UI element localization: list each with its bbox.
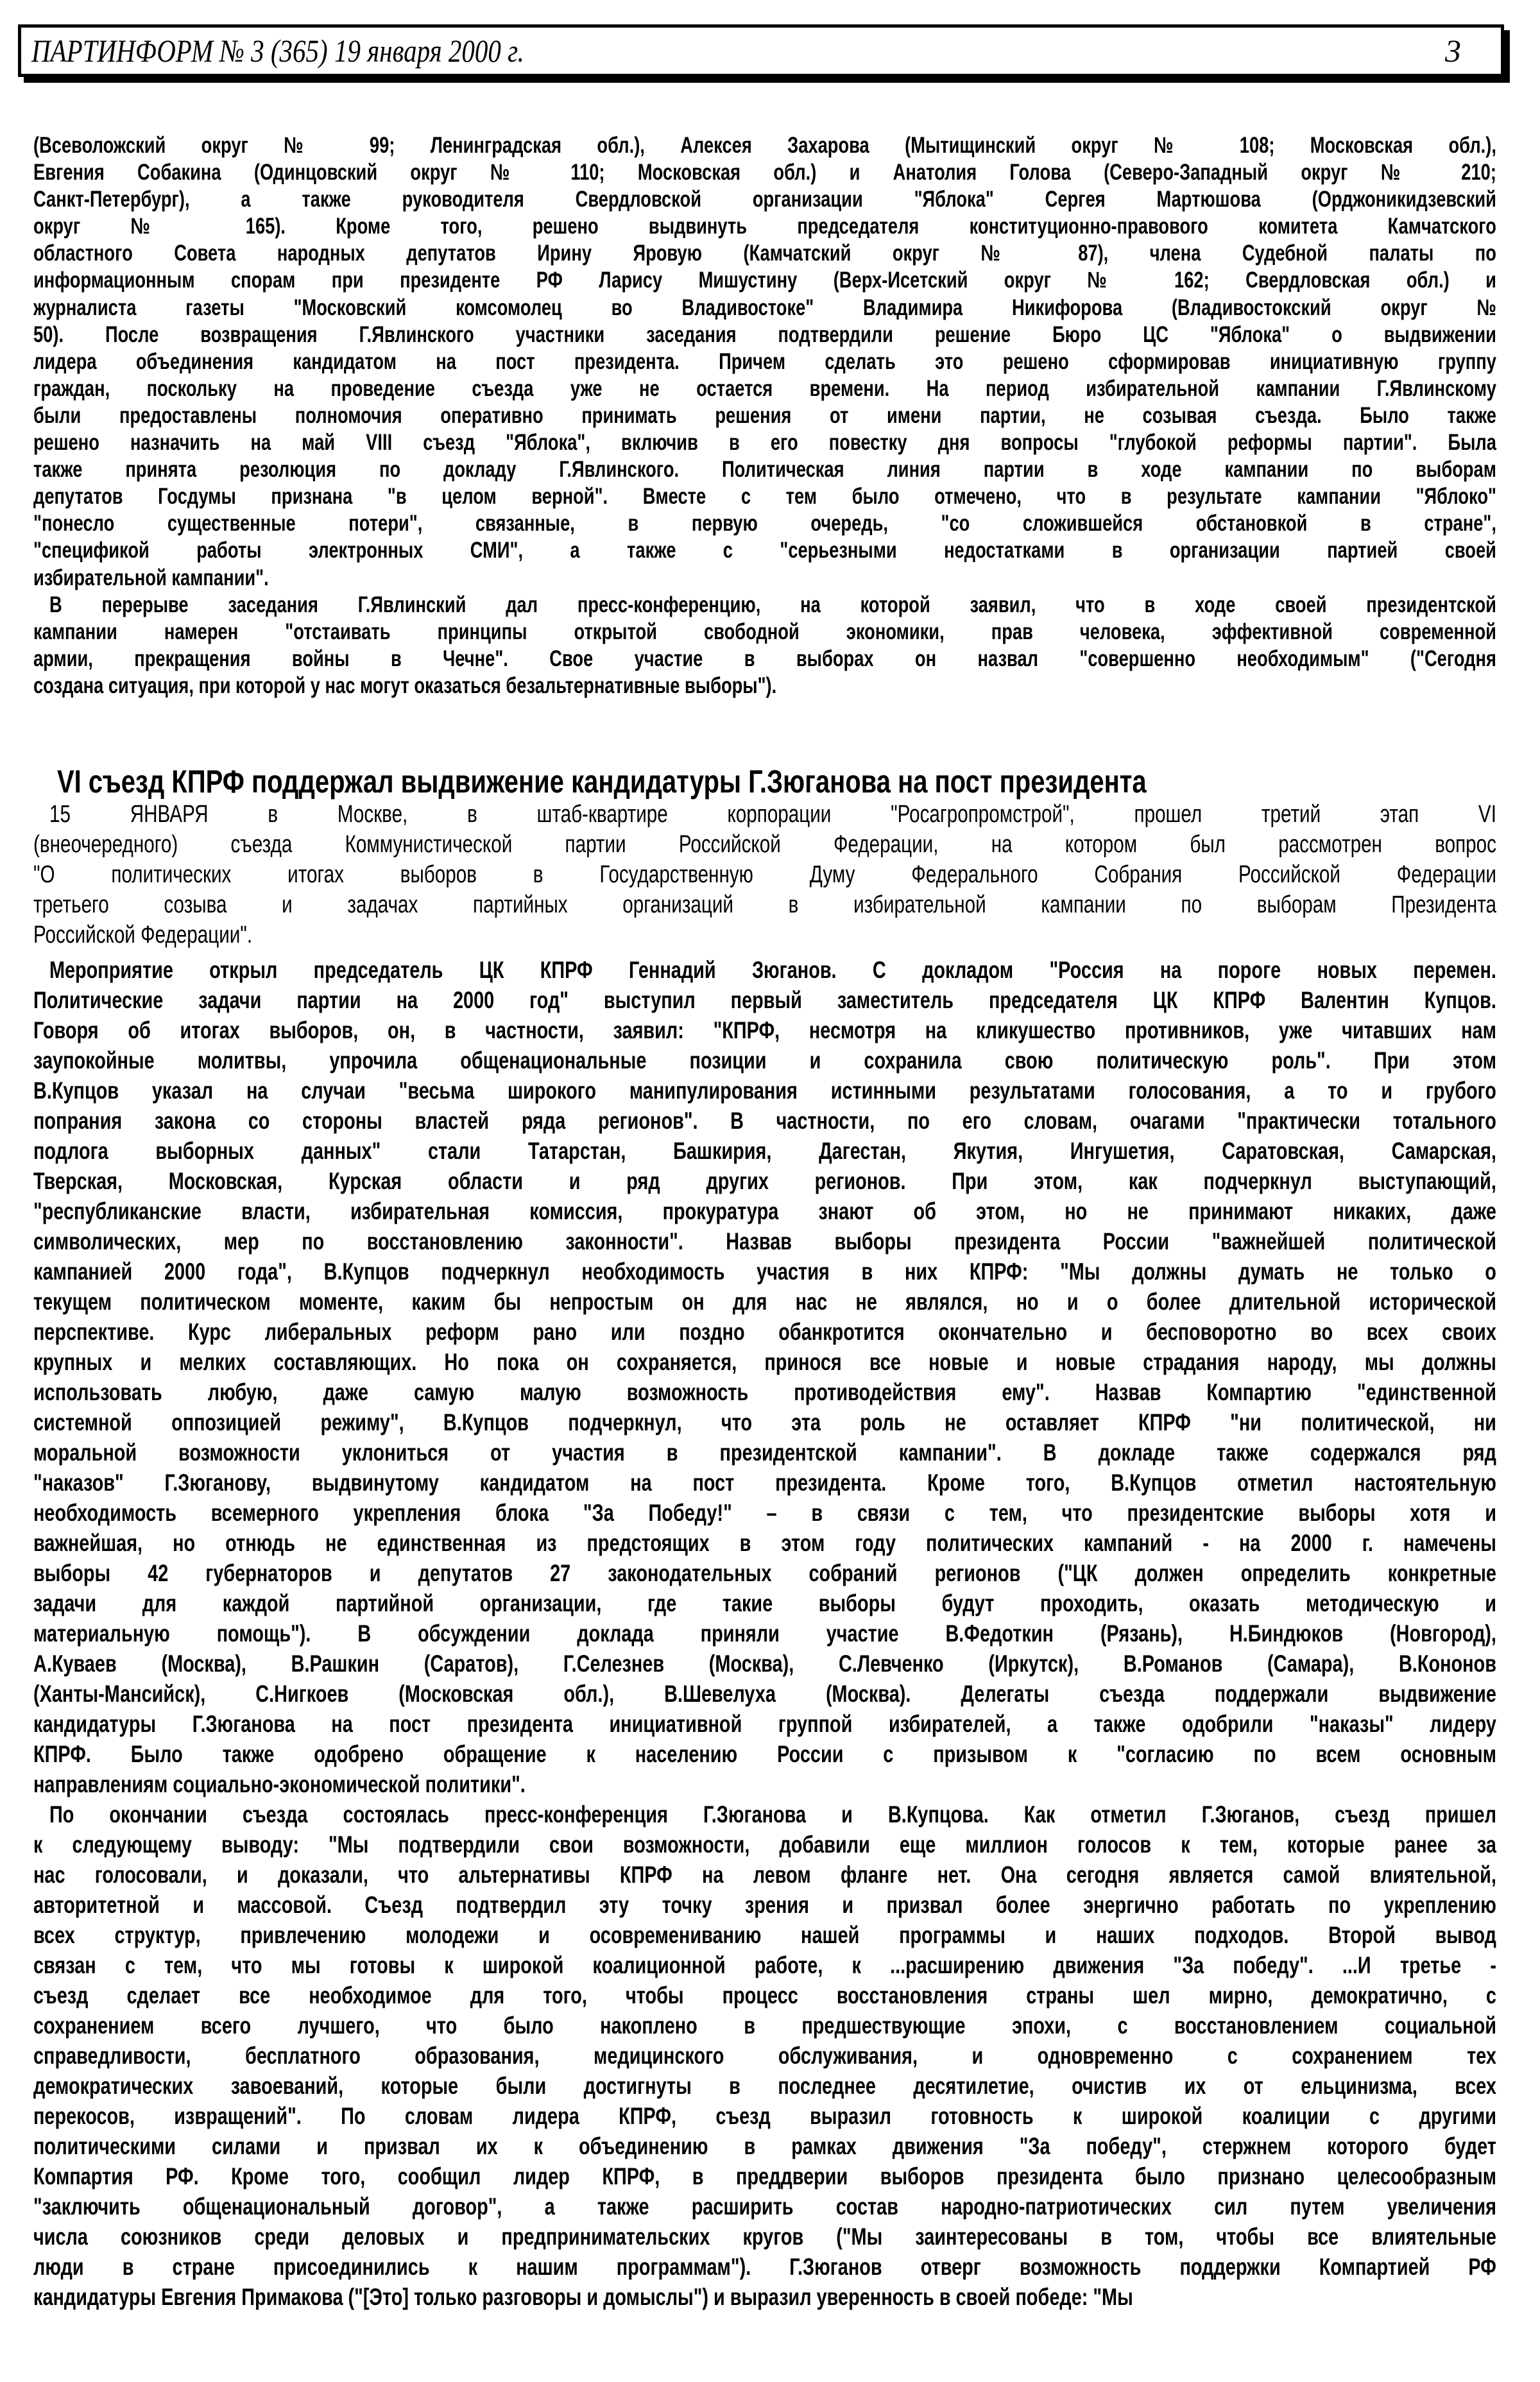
paragraph: [33, 1799, 1496, 2312]
text-line: моральной возможности уклониться от участия в президентской кампании". В докладе также содержался ряд: [33, 1439, 1496, 1466]
text-line: журналиста газеты "Московский комсомолец во Владивостоке" Владимира Никифорова (Владивостокский округ №: [33, 295, 1496, 320]
text-line: (Всеволожский округ № 99; Ленинградская обл.), Алексея Захарова (Мытищинский округ № 108; Московская обл.),: [33, 133, 1496, 158]
text-line: всех структур, привлечению молодежи и осовремениванию нашей программы и наших подходов. Второй вывод: [33, 1922, 1496, 1948]
text-line: подлога выборных данных" стали Татарстан, Башкирия, Дагестан, Якутия, Ингушетия, Саратовская, Самарская,: [33, 1138, 1496, 1164]
text-line: 50). После возвращения Г.Явлинского участники заседания подтвердили решение Бюро ЦС "Яблока" о выдвижении: [33, 321, 1496, 347]
text-line: были предоставлены полномочия оперативно принимать решения от имени партии, не созывая съезда. Было также: [33, 402, 1496, 428]
text-line: информационным спорам при президенте РФ Ларису Мишустину (Верх-Исетский округ № 162; Свердловская обл.) и: [33, 268, 1496, 293]
text-line: материальную помощь"). В обсуждении доклада приняли участие В.Федоткин (Рязань), Н.Биндюков (Новгород),: [33, 1620, 1496, 1647]
text-line: Тверская, Московская, Курская области и ряд других регионов. При этом, как подчеркнул выступающий,: [33, 1168, 1496, 1194]
text-line: Евгения Собакина (Одинцовский округ № 110; Московская обл.) и Анатолия Голова (Северо-Западный округ № 210;: [33, 160, 1496, 185]
text-line: попрания закона со стороны властей ряда регионов". В частности, по его словам, очагами "практически тотального: [33, 1108, 1496, 1134]
text-line: съезд сделает все необходимое для того, чтобы процесс восстановления страны шел мирно, демократично, с: [33, 1982, 1496, 2009]
page-number: 3: [1445, 33, 1461, 69]
text-line: "спецификой работы электронных СМИ", а также с "серьезными недостатками в организации партией своей: [33, 538, 1496, 563]
text-line: областного Совета народных депутатов Ирину Яровую (Камчатский округ № 87), члена Судебной палаты по: [33, 241, 1496, 266]
text-line: символических, мер по восстановлению законности". Назвав выборы президента России "важнейшей политической: [33, 1228, 1496, 1255]
text-line: выборы 42 губернаторов и депутатов 27 законодательных собраний регионов ("ЦК должен определить конкретные: [33, 1560, 1496, 1586]
text-line: системной оппозицией режиму", В.Купцов подчеркнул, что эта роль не оставляет КПРФ "ни политической, ни: [33, 1409, 1496, 1435]
text-line: кандидатуры Евгения Примакова ("[Это] только разговоры и домыслы") и выразил уверенность в своей победе: "Мы: [33, 2284, 1133, 2310]
text-line: текущем политическом моменте, каким бы непростым он для нас не являлся, но и о более длительной исторической: [33, 1289, 1496, 1315]
text-line: справедливости, бесплатного образования, медицинского обслуживания, и одновременно с сохранением тех: [33, 2043, 1496, 2069]
text-line: В.Купцов указал на случаи "весьма широкого манипулирования истинными результатами голосования, а то и грубого: [33, 1077, 1496, 1104]
text-line: кандидатуры Г.Зюганова на пост президента инициативной группой избирателей, а также одобрили "наказы" лидеру: [33, 1711, 1496, 1737]
publication-title: ПАРТИНФОРМ № 3 (365) 19 января 2000 г.: [31, 33, 524, 69]
text-line: "республиканские власти, избирательная комиссия, прокуратура знают об этом, но не принимают никаких, даже: [33, 1198, 1496, 1224]
text-line: создана ситуация, при которой у нас могут оказаться безальтернативные выборы").: [33, 673, 777, 698]
paragraph: [33, 132, 1496, 592]
text-line: КПРФ. Было также одобрено обращение к населению России с призывом к "согласию по всем основным: [33, 1741, 1496, 1767]
text-line: граждан, поскольку на проведение съезда уже не остается времени. На период избирательной кампании Г.Явлинскому: [33, 375, 1496, 401]
text-line: необходимость всемерного укрепления блока "За Победу!" – в связи с тем, что президентские выборы хотя и: [33, 1500, 1496, 1526]
text-line: демократических завоеваний, которые были достигнуты в последнее десятилетие, очистив их от ельцинизма, всех: [33, 2073, 1496, 2099]
text-line: перспективе. Курс либеральных реформ рано или поздно обанкротится окончательно и бесповоротно во всех своих: [33, 1319, 1496, 1345]
text-line: перекосов, извращений". По словам лидера КПРФ, съезд выразил готовность к широкой коалиции с другими: [33, 2103, 1496, 2129]
text-line: (Ханты-Мансийск), С.Нигкоев (Московская обл.), В.Шевелуха (Москва). Делегаты съезда поддержали выдвижение: [33, 1681, 1496, 1707]
text-line: заупокойные молитвы, упрочила общенациональные позиции и сохранила свою политическую роль". При этом: [33, 1047, 1496, 1074]
text-line: числа союзников среди деловых и предпринимательских кругов ("Мы заинтересованы в том, чтобы все влиятельные: [33, 2223, 1496, 2250]
text-line: округ № 165). Кроме того, решено выдвинуть председателя конституционно-правового комитета Камчатского: [33, 214, 1496, 239]
text-line: Говоря об итогах выборов, он, в частности, заявил: "КПРФ, несмотря на кликушество противников, уже читавших нам: [33, 1017, 1496, 1043]
text-line: лидера объединения кандидатом на пост президента. Причем сделать это решено сформировав инициативную группу: [33, 348, 1496, 374]
text-line: "О политических итогах выборов в Государственную Думу Федерального Собрания Российской Федерации: [33, 861, 1496, 888]
paragraph: [33, 800, 1496, 950]
page-header: [18, 24, 1504, 77]
article-headline: VI съезд КПРФ поддержал выдвижение кандидатуры Г.Зюганова на пост президента: [57, 764, 1147, 800]
text-line: третьего созыва и задачах партийных организаций в избирательной кампании по выборам Президента: [33, 891, 1496, 918]
article-kprf-body: [33, 955, 1496, 2312]
text-line: (внеочередного) съезда Коммунистической партии Российской Федерации, на котором был рассмотрен вопрос: [33, 831, 1496, 858]
text-line: По окончании съезда состоялась пресс-конференция Г.Зюганова и В.Купцова. Как отметил Г.Зюганов, съезд пришел: [49, 1801, 1496, 1828]
text-line: крупных и мелких составляющих. Но пока он сохраняется, принося все новые и новые страдания народу, мы должны: [33, 1349, 1496, 1375]
text-line: кампанией 2000 года", В.Купцов подчеркнул необходимость участия в них КПРФ: "Мы должны думать не только о: [33, 1258, 1496, 1285]
text-line: к следующему выводу: "Мы подтвердили свои возможности, добавили еще миллион голосов к тем, которые ранее за: [33, 1831, 1496, 1858]
text-line: политическими силами и призвал их к объединению в рамках движения "За победу", стержнем которого будет: [33, 2133, 1496, 2159]
text-line: "понесло существенные потери", связанные, в первую очередь, "со сложившейся обстановкой в стране",: [33, 511, 1496, 536]
text-line: задачи для каждой партийной организации, где такие выборы будут проходить, оказать методическую и: [33, 1590, 1496, 1616]
text-line: также принята резолюция по докладу Г.Явлинского. Политическая линия партии в ходе кампании по выборам: [33, 457, 1496, 483]
text-line: Компартия РФ. Кроме того, сообщил лидер КПРФ, в преддверии выборов президента было признано целесообразным: [33, 2163, 1496, 2189]
text-line: кампании намерен "отстаивать принципы открытой свободной экономики, прав человека, эффективной современной: [33, 619, 1496, 644]
text-line: авторитетной и массовой. Съезд подтвердил эту точку зрения и призвал более энергично работать по укреплению: [33, 1892, 1496, 1918]
text-line: "наказов" Г.Зюганову, выдвинутому кандидатом на пост президента. Кроме того, В.Купцов отметил настоятельную: [33, 1469, 1496, 1496]
text-line: армии, прекращения войны в Чечне". Свое участие в выборах он назвал "совершенно необходимым" ("Сегодня: [33, 646, 1496, 671]
text-line: 15 ЯНВАРЯ в Москве, в штаб-квартире корпорации "Росагропромстрой", прошел третий этап VI: [49, 801, 1496, 828]
article-lead-paragraph: [33, 800, 1496, 950]
text-line: депутатов Госдумы признана "в целом верной". Вместе с тем было отмечено, что в результате кампании "Яблоко": [33, 484, 1496, 510]
text-line: использовать любую, даже самую малую возможность противодействия ему". Назвав Компартию "единственной: [33, 1379, 1496, 1405]
text-line: нас голосовали, и доказали, что альтернативы КПРФ на левом фланге нет. Она сегодня является самой влиятельной,: [33, 1862, 1496, 1888]
text-line: сохранением всего лучшего, что было накоплено в предшествующие эпохи, с восстановлением социальной: [33, 2012, 1496, 2039]
text-line: избирательной кампании".: [33, 565, 269, 590]
text-line: люди в стране присоединились к нашим программам"). Г.Зюганов отверг возможность поддержки Компартией РФ: [33, 2254, 1496, 2280]
text-line: важнейшая, но отнюдь не единственная из предстоящих в этом году политических кампаний - на 2000 г. намечены: [33, 1530, 1496, 1556]
text-line: Санкт-Петербург), а также руководителя Свердловской организации "Яблока" Сергея Мартюшова (Орджоникидзевский: [33, 187, 1496, 212]
text-line: Мероприятие открыл председатель ЦК КПРФ Геннадий Зюганов. С докладом "Россия на пороге новых перемен.: [49, 957, 1496, 983]
text-line: решено назначить на май VIII съезд "Яблока", включив в его повестку дня вопросы "глубокой реформы партии". Была: [33, 430, 1496, 456]
text-line: А.Куваев (Москва), В.Рашкин (Саратов), Г.Селезнев (Москва), С.Левченко (Иркутск), В.Романов (Самара), В.Кононов: [33, 1650, 1496, 1677]
text-line: В перерыве заседания Г.Явлинский дал пресс-конференцию, на которой заявил, что в ходе своей президентской: [49, 592, 1496, 617]
text-line: связан с тем, что мы готовы к широкой коалиционной работе, к ...расширению движения "За победу". ...И третье -: [33, 1952, 1496, 1978]
text-line: Политические задачи партии на 2000 год" выступил первый заместитель председателя ЦК КПРФ Валентин Купцов.: [33, 987, 1496, 1013]
paragraph: [33, 592, 1496, 699]
paragraph: [33, 955, 1496, 1799]
article-yabloko-continuation: [33, 132, 1496, 699]
text-line: "заключить общенациональный договор", а также расширить состав народно-патриотических сил путем увеличения: [33, 2193, 1496, 2220]
text-line: направлениям социально-экономической политики".: [33, 1771, 526, 1797]
text-line: Российской Федерации".: [33, 921, 253, 948]
